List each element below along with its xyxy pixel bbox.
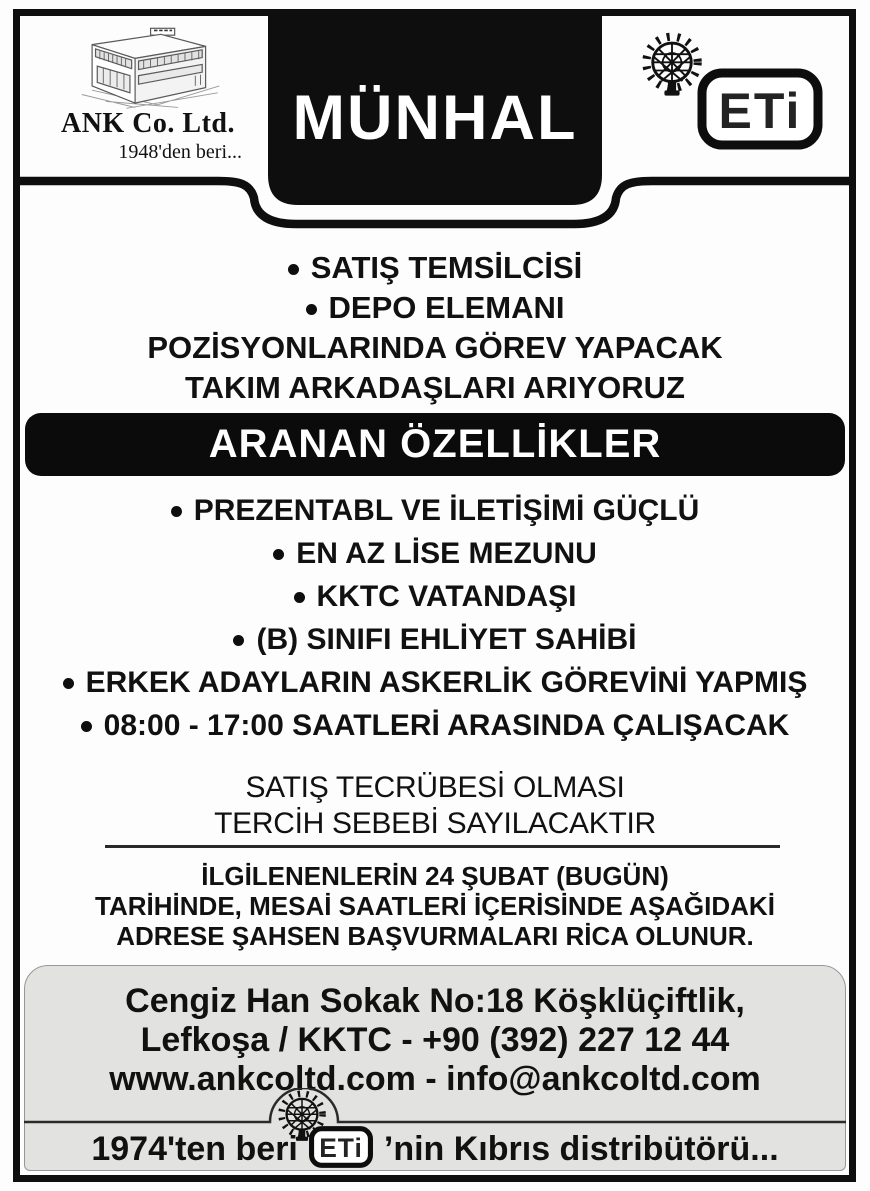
preference-line: SATIŞ TECRÜBESİ OLMASI xyxy=(245,771,625,804)
qualification-item xyxy=(20,618,850,661)
address-line: Lefkoşa / KKTC - +90 (392) 227 12 44 xyxy=(140,1021,730,1059)
bullet-icon xyxy=(233,635,244,646)
preference-note xyxy=(20,770,850,842)
footer-eti-logo xyxy=(308,1125,374,1169)
qualifications-header: ARANAN ÖZELLİKLER xyxy=(25,413,845,476)
address-line: Cengiz Han Sokak No:18 Köşklüçiftlik, xyxy=(125,982,745,1020)
footer-suffix: ’nin Kıbrıs distribütörü... xyxy=(383,1129,779,1168)
positions-line: POZİSYONLARINDA GÖREV YAPACAK xyxy=(147,330,723,365)
qualification-label: KKTC VATANDAŞI xyxy=(316,580,577,613)
qualification-label: ERKEK ADAYLARIN ASKERLİK GÖREVİNİ YAPMIŞ xyxy=(85,666,808,699)
position-label: DEPO ELEMANI xyxy=(328,290,565,325)
qualification-item xyxy=(20,532,850,575)
qualification-label: EN AZ LİSE MEZUNU xyxy=(296,537,597,570)
application-line: TARİHİNDE, MESAİ SAATLERİ İÇERİSİNDE AŞAĞIDAKİ xyxy=(95,891,775,921)
qualifications-list xyxy=(20,489,850,747)
application-line: ADRESE ŞAHSEN BAŞVURMALARI RİCA OLUNUR. xyxy=(116,921,754,951)
positions-line: TAKIM ARKADAŞLARI ARIYORUZ xyxy=(185,370,685,405)
position-item xyxy=(20,288,850,328)
bullet-icon xyxy=(273,549,284,560)
building-illustration xyxy=(66,24,230,110)
qualification-item xyxy=(20,489,850,532)
bullet-icon xyxy=(171,506,182,517)
footer-eti-wordmark: ETi xyxy=(319,1133,363,1164)
section-divider xyxy=(105,845,780,848)
qualification-item xyxy=(20,661,850,704)
positions-section xyxy=(20,248,850,408)
qualification-label: PREZENTABL VE İLETİŞİMİ GÜÇLÜ xyxy=(193,494,700,527)
footer-prefix: 1974'ten beri xyxy=(91,1129,298,1168)
address-line: www.ankcoltd.com - info@ankcoltd.com xyxy=(109,1060,761,1098)
qualification-item xyxy=(20,704,850,747)
company-tagline: 1948'den beri... xyxy=(118,141,242,163)
application-note xyxy=(20,861,850,951)
page-title: MÜNHAL xyxy=(292,83,578,153)
qualification-label: 08:00 - 17:00 SAATLERİ ARASINDA ÇALIŞACAK xyxy=(103,709,790,742)
position-item xyxy=(20,248,850,288)
footer-note xyxy=(24,1128,846,1170)
eti-logo xyxy=(692,66,828,152)
position-label: SATIŞ TEMSİLCİSİ xyxy=(310,250,583,285)
bullet-icon xyxy=(288,264,299,275)
address-block xyxy=(25,982,845,1099)
qualification-label: (B) SINIFI EHLİYET SAHİBİ xyxy=(256,623,637,656)
preference-line: TERCİH SEBEBİ SAYILACAKTIR xyxy=(214,807,656,840)
bullet-icon xyxy=(294,592,305,603)
eti-wordmark: ETi xyxy=(718,83,802,139)
company-logo xyxy=(48,24,248,164)
bullet-icon xyxy=(306,304,317,315)
application-line: İLGİLENENLERİN 24 ŞUBAT (BUGÜN) xyxy=(201,861,669,891)
bullet-icon xyxy=(81,721,92,732)
qualification-item xyxy=(20,575,850,618)
company-name: ANK Co. Ltd. xyxy=(60,108,235,139)
bullet-icon xyxy=(63,678,74,689)
